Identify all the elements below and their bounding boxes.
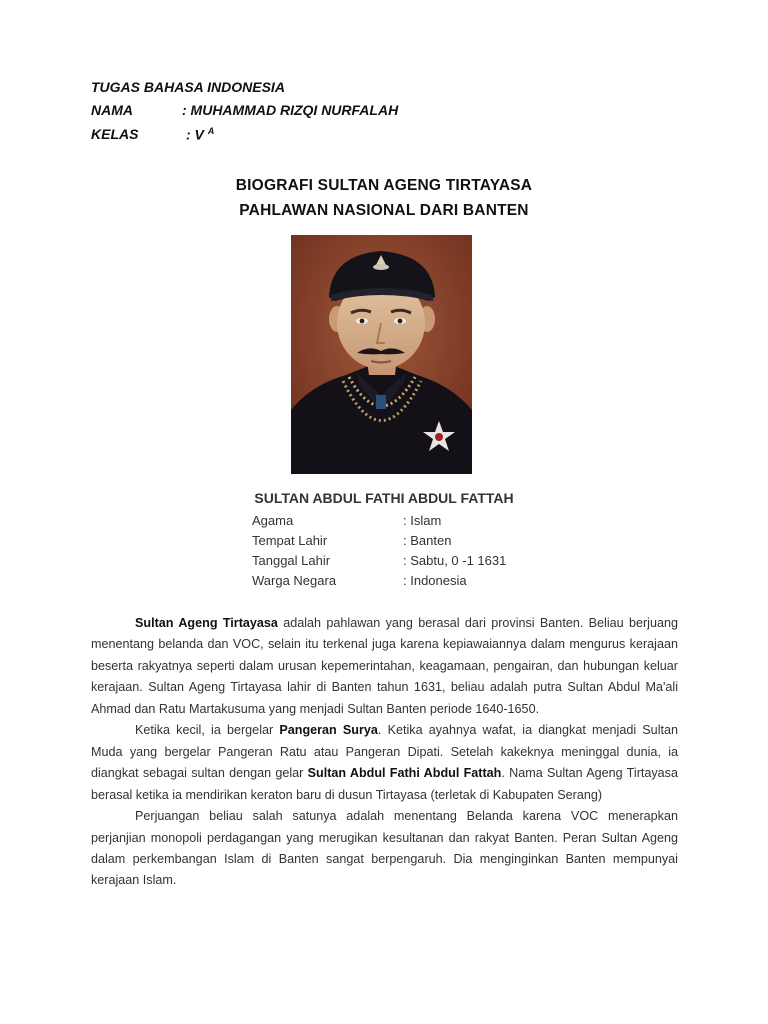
paragraph-3: Perjuangan beliau salah satunya adalah menentang Belanda karena VOC menerapkan perjanjian monopoli perdagangan yang merugikan kesultanan dan rakyat Banten. Peran Sultan Ageng dalam perkembangan Islam di Banten sangat berpengaruh. Dia menginginkan Banten mempunyai kerajaan Islam. [91,809,678,888]
paragraph-text: Ketika kecil, ia bergelar [135,723,280,738]
sultan-name-heading: SULTAN ABDUL FATHI ABDUL FATTAH [254,490,514,506]
info-label: Warga Negara [252,573,337,588]
page-subtitle: PAHLAWAN NASIONAL DARI BANTEN [239,202,529,219]
info-value: : Indonesia [403,573,467,588]
info-value: : Sabtu, 0 -1 1631 [403,553,507,568]
info-label: Tempat Lahir [252,533,328,548]
info-label: Tanggal Lahir [252,553,331,568]
page-title: BIOGRAFI SULTAN AGENG TIRTAYASA [235,177,533,194]
class-value-wrap [186,126,214,143]
bold-term: Sultan Ageng Tirtayasa [135,616,278,630]
paragraph-1 [91,613,678,720]
class-row [91,126,215,143]
paragraph-text: adalah pahlawan yang berasal dari provinsi Banten. Beliau berjuang menentang belanda dan VOC, selain itu terkenal juga karena kepiawaiannya dalam mengurus kerajaan beserta rakyatnya seperti dalam urusan kepemerintahan, keagamaan, pengairan, dan hubungan keluar kerajaan. Sultan Ageng Tirtayasa lahir di Banten tahun 1631, beliau adalah putra Sultan Abdul Ma'ali Ahmad dan Ratu Martakusuma yang menjadi Sultan Banten periode 1640-1650. [91,616,678,716]
paragraph-2 [91,720,678,806]
paragraph-text: . Nama Sultan Ageng Tirtayasa berasal ketika ia mendirikan keraton baru di dusun Tirtayasa (terletak di Kabupaten Serang) [91,766,678,802]
class-label: KELAS [91,126,139,142]
bold-term: Pangeran Surya [279,723,378,738]
name-value: : MUHAMMAD RIZQI NURFALAH [182,102,399,118]
name-row [91,102,399,118]
sultan-portrait [291,235,472,474]
paragraph-text: . Ketika ayahnya wafat, ia diangkat menjadi Sultan Muda yang bergelar Pangeran Ratu atau Pangeran Dipati. Setelah kakeknya meninggal dunia, ia diangkat sebagai sultan dengan gelar [91,723,678,781]
class-value: : V [186,126,204,143]
name-label: NAMA [91,102,133,118]
info-value: : Islam [403,513,442,528]
assignment-title: TUGAS BAHASA INDONESIA [91,79,285,95]
class-superscript: A [207,126,215,136]
biography-body [91,613,678,892]
bold-term: Sultan Abdul Fathi Abdul Fattah [307,766,502,781]
info-value: : Banten [403,533,452,548]
info-label: Agama [252,513,294,528]
